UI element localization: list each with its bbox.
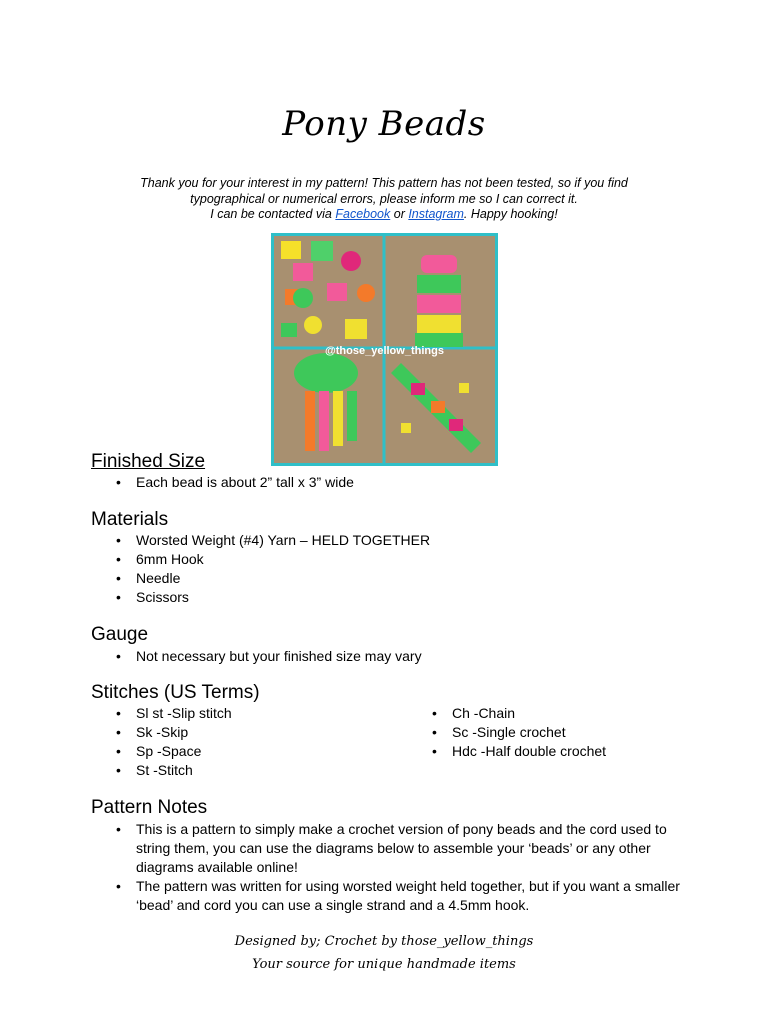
footer-tagline: Your source for unique handmade items: [252, 957, 516, 972]
list-item: • Sp -Space: [91, 742, 411, 761]
intro-line-1: Thank you for your interest in my pattern! This pattern has not been tested, so if you find: [140, 176, 628, 190]
intro-line-3-suffix: . Happy hooking!: [463, 207, 558, 221]
list-item: • Scissors: [91, 588, 691, 607]
finished-size-list: [91, 473, 691, 492]
list-item: • Not necessary but your finished size may vary: [91, 647, 691, 666]
intro-line-3: [60, 207, 708, 223]
materials-list: [91, 531, 691, 607]
intro-line-3-prefix: I can be contacted via: [210, 207, 336, 221]
list-item: • The pattern was written for using worsted weight held together, but if you want a smaller ‘bead’ and cord you can use a single strand and a 4.5mm hook.: [91, 877, 691, 915]
list-item: • Sc -Single crochet: [407, 723, 727, 742]
photo-watermark: @those_yellow_things: [325, 345, 444, 357]
materials-heading: Materials: [91, 509, 169, 530]
pattern-notes-list: [91, 820, 691, 915]
page-title: Pony Beads: [282, 104, 486, 144]
list-item: • This is a pattern to simply make a crochet version of pony beads and the cord used to string them, you can use the diagrams below to assemble your ‘beads’ or any other diagrams available online!: [91, 820, 691, 877]
list-item: • Needle: [91, 569, 691, 588]
intro-text: [60, 176, 708, 223]
list-item: • Each bead is about 2” tall x 3” wide: [91, 473, 691, 492]
gauge-heading: Gauge: [91, 624, 149, 645]
stitches-heading: Stitches (US Terms): [91, 682, 260, 703]
intro-or: or: [390, 207, 409, 221]
list-item: • Worsted Weight (#4) Yarn – HELD TOGETHER: [91, 531, 691, 550]
gauge-list: [91, 647, 691, 666]
list-item: • Sl st -Slip stitch: [91, 704, 411, 723]
product-photo-collage: [271, 233, 498, 466]
instagram-link[interactable]: Instagram: [408, 207, 464, 221]
finished-size-heading: Finished Size: [91, 451, 206, 472]
pattern-notes-heading: Pattern Notes: [91, 797, 208, 818]
facebook-link[interactable]: Facebook: [335, 207, 391, 221]
list-item: • 6mm Hook: [91, 550, 691, 569]
stitches-list-left: [91, 704, 411, 780]
intro-line-2: typographical or numerical errors, please inform me so I can correct it.: [190, 191, 578, 206]
stitches-list-right: [407, 704, 727, 761]
list-item: • Ch -Chain: [407, 704, 727, 723]
list-item: • St -Stitch: [91, 761, 411, 780]
footer-designer: Designed by; Crochet by those_yellow_things: [234, 934, 534, 949]
list-item: • Hdc -Half double crochet: [407, 742, 727, 761]
list-item: • Sk -Skip: [91, 723, 411, 742]
